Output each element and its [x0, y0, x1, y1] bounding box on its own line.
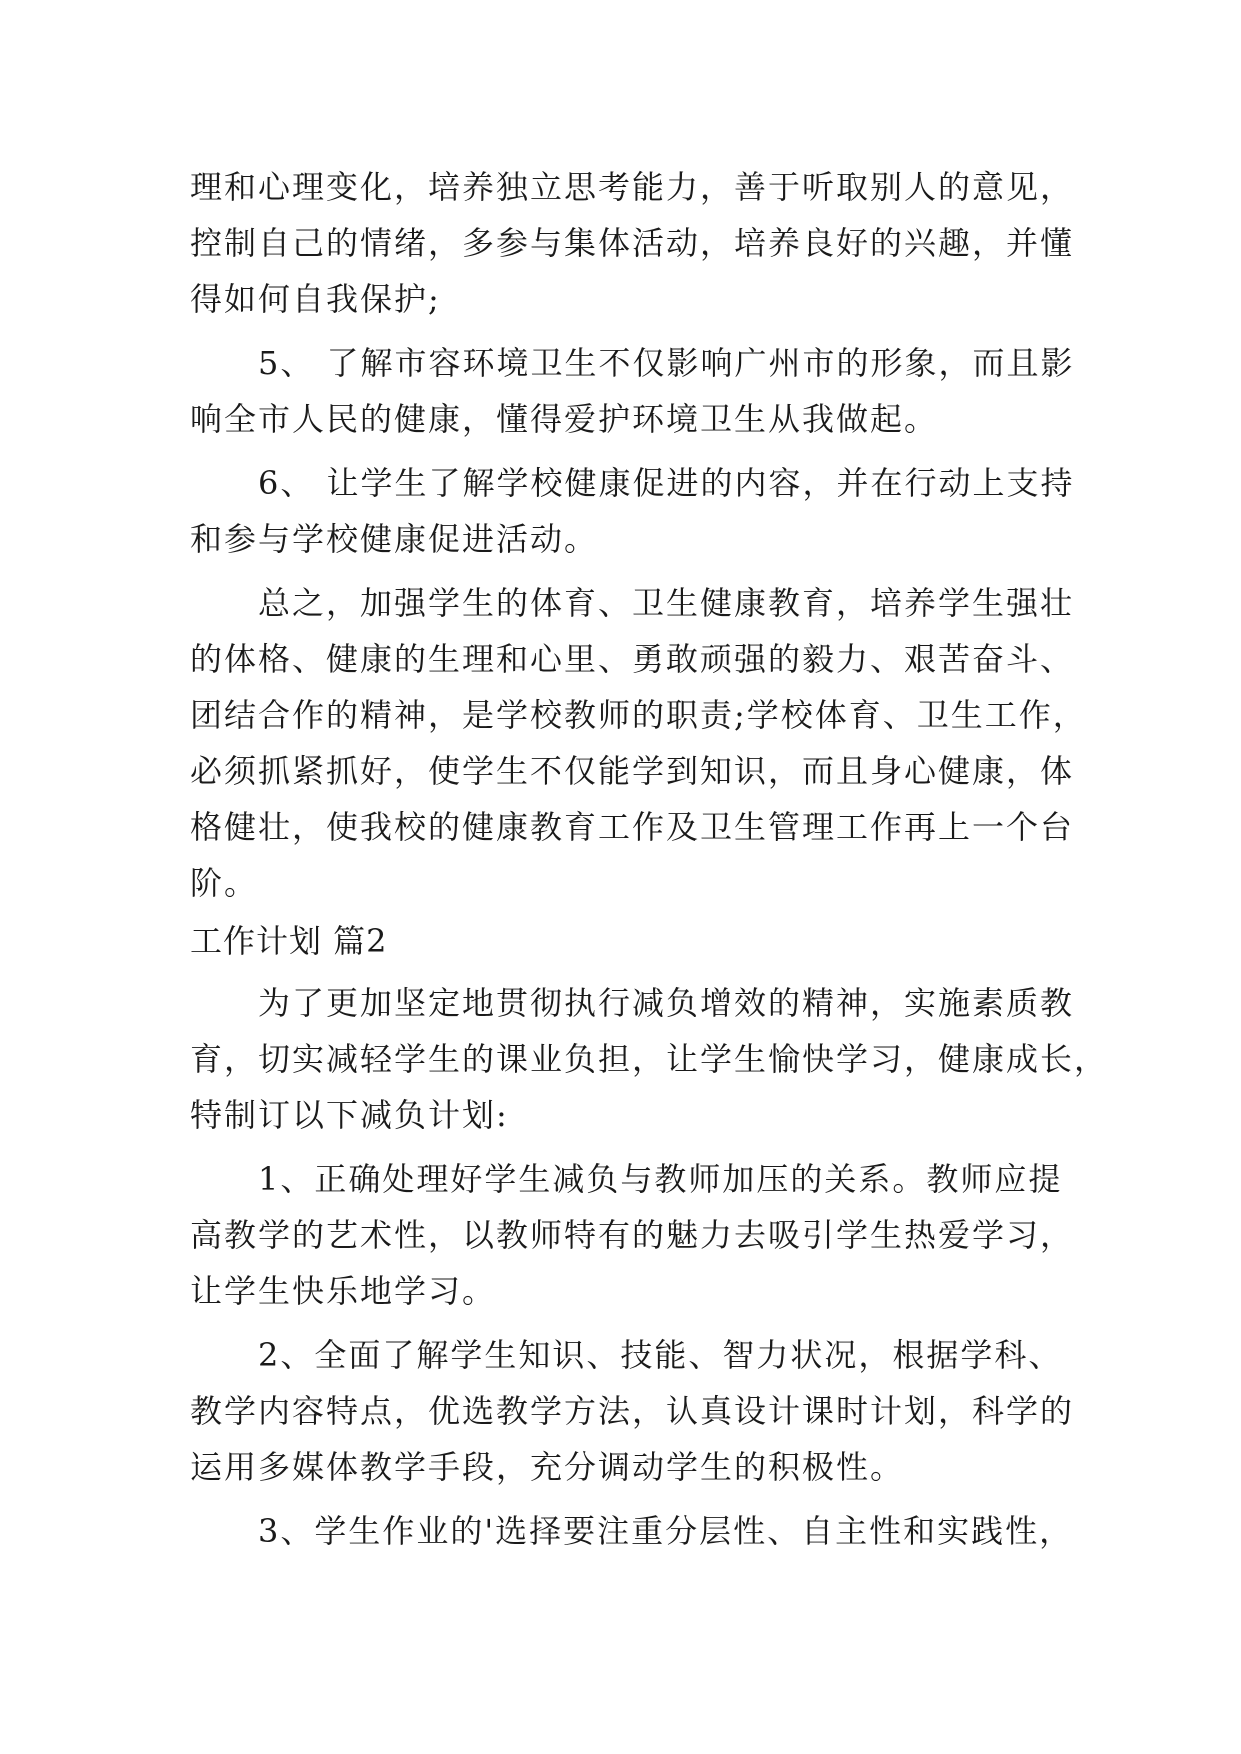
text-line: 5、 了解市容环境卫生不仅影响广州市的形象，而且影 — [258, 344, 1075, 382]
text-line: 高教学的艺术性，以教师特有的魅力去吸引学生热爱学习， — [190, 1216, 1075, 1254]
text-line: 响全市人民的健康，懂得爱护环境卫生从我做起。 — [190, 400, 939, 438]
text-line: 团结合作的精神，是学校教师的职责;学校体育、卫生工作， — [190, 696, 1087, 734]
text-line: 得如何自我保护; — [190, 280, 441, 318]
text-line: 育，切实减轻学生的课业负担，让学生愉快学习，健康成长， — [190, 1040, 1109, 1078]
text-line: 总之，加强学生的体育、卫生健康教育，培养学生强壮 — [258, 584, 1075, 622]
text-line: 阶。 — [190, 864, 259, 902]
text-line: 特制订以下减负计划: — [190, 1096, 509, 1134]
text-line: 让学生快乐地学习。 — [190, 1272, 497, 1310]
text-line: 1、正确处理好学生减负与教师加压的关系。教师应提 — [258, 1160, 1063, 1198]
text-line: 运用多媒体教学手段，充分调动学生的积极性。 — [190, 1448, 905, 1486]
text-line: 为了更加坚定地贯彻执行减负增效的精神，实施素质教 — [258, 984, 1075, 1022]
text-line: 教学内容特点，优选教学方法，认真设计课时计划，科学的 — [190, 1392, 1075, 1430]
text-line: 格健壮，使我校的健康教育工作及卫生管理工作再上一个台 — [190, 808, 1075, 846]
text-line: 2、全面了解学生知识、技能、智力状况，根据学科、 — [258, 1336, 1063, 1374]
text-line: 理和心理变化，培养独立思考能力，善于听取别人的意见， — [190, 168, 1075, 206]
text-line: 控制自己的情绪，多参与集体活动，培养良好的兴趣，并懂 — [190, 224, 1075, 262]
text-line: 6、 让学生了解学校健康促进的内容，并在行动上支持 — [258, 464, 1075, 502]
text-line: 3、学生作业的'选择要注重分层性、自主性和实践性， — [258, 1512, 1074, 1550]
text-line: 的体格、健康的生理和心里、勇敢顽强的毅力、艰苦奋斗、 — [190, 640, 1075, 678]
text-line: 必须抓紧抓好，使学生不仅能学到知识，而且身心健康，体 — [190, 752, 1075, 790]
text-line: 和参与学校健康促进活动。 — [190, 520, 599, 558]
section-heading: 工作计划 篇2 — [190, 922, 388, 960]
